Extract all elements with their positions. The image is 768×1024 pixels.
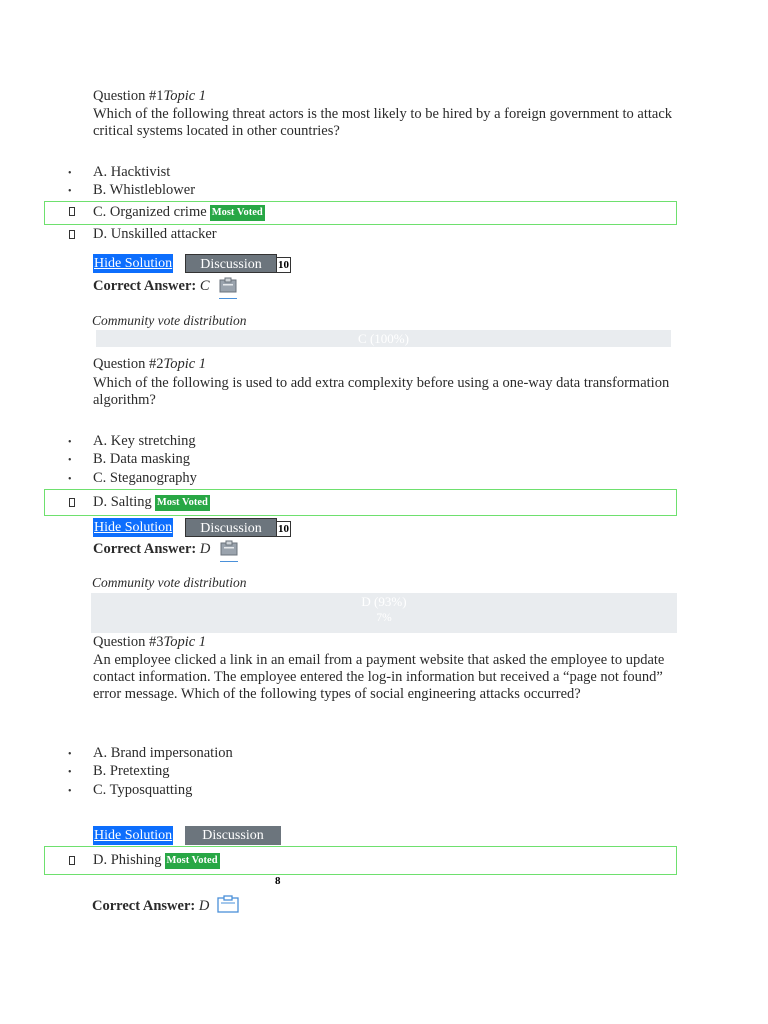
correct-answer-value: D — [199, 541, 211, 557]
most-voted-badge: Most Voted — [155, 495, 210, 511]
answer-option[interactable]: A. Brand impersonation — [93, 745, 233, 761]
answer-option[interactable]: A. Hacktivist — [93, 164, 171, 180]
question-text: An employee clicked a link in an email from a payment website that asked the employee to update contact information. The employee entered the log-in information but received a “page not found” error message. Which of the following types of social engineering attacks occurred? — [93, 652, 665, 702]
bullet: • — [68, 437, 72, 448]
answer-option[interactable]: B. Data masking — [93, 451, 191, 467]
question-header — [93, 88, 206, 105]
correct-answer-value: C — [199, 278, 210, 294]
question-number: Question #2 — [93, 356, 164, 372]
correct-answer-label: Correct Answer: — [93, 278, 197, 294]
most-voted-badge: Most Voted — [165, 853, 220, 869]
question-text: Which of the following threat actors is the most likely to be hired by a foreign government to attack critical systems located in other countries? — [93, 106, 673, 139]
correct-option-row[interactable] — [44, 846, 677, 875]
correct-option-row[interactable] — [44, 201, 677, 225]
checkbox-icon — [69, 856, 75, 865]
answer-option: D. Salting — [93, 494, 152, 510]
clipboard-icon[interactable] — [219, 277, 237, 299]
bullet: • — [68, 767, 72, 778]
answer-option: C. Organized crime — [93, 204, 207, 220]
correct-answer — [92, 895, 239, 918]
vote-bar-label: C (100%) — [358, 331, 409, 346]
vote-bar — [91, 593, 677, 633]
bullet: • — [68, 186, 72, 197]
question-number: Question #1 — [93, 88, 164, 104]
answer-option[interactable]: C. Typosquatting — [93, 782, 193, 798]
correct-answer — [93, 277, 237, 299]
checkbox-icon — [69, 230, 75, 239]
vote-bar-label: D (93%) — [361, 594, 407, 609]
clipboard-icon[interactable] — [220, 540, 238, 562]
discussion-button[interactable]: Discussion — [185, 518, 277, 537]
checkbox-icon — [69, 207, 75, 216]
correct-answer — [93, 540, 238, 562]
question-text: Which of the following is used to add extra complexity before using a one-way data transformation algorithm? — [93, 375, 670, 408]
vote-bar — [96, 330, 671, 347]
bullet: • — [68, 168, 72, 179]
bullet: • — [68, 786, 72, 797]
answer-option[interactable]: A. Key stretching — [93, 433, 196, 449]
discussion-count: 10 — [278, 523, 289, 535]
checkbox-icon — [69, 498, 75, 507]
answer-option: D. Phishing — [93, 852, 162, 868]
question-topic: Topic 1 — [163, 356, 207, 372]
answer-option[interactable]: B. Pretexting — [93, 763, 170, 779]
bullet: • — [68, 455, 72, 466]
correct-option-row[interactable] — [44, 489, 677, 516]
answer-option[interactable]: B. Whistleblower — [93, 182, 196, 198]
community-vote-label: Community vote distribution — [92, 575, 247, 590]
question-header — [93, 356, 206, 373]
correct-answer-label: Correct Answer: — [92, 898, 196, 914]
most-voted-badge: Most Voted — [210, 205, 265, 221]
correct-answer-value: D — [198, 898, 210, 914]
vote-bar-label: 7% — [376, 612, 392, 624]
bullet: • — [68, 474, 72, 485]
discussion-button[interactable]: Discussion — [185, 826, 281, 845]
question-topic: Topic 1 — [163, 88, 207, 104]
discussion-button[interactable]: Discussion — [185, 254, 277, 273]
question-topic: Topic 1 — [163, 634, 207, 650]
page-number: 8 — [275, 875, 281, 887]
bullet: • — [68, 749, 72, 760]
discussion-count: 10 — [278, 259, 289, 271]
hide-solution-button[interactable]: Hide Solution — [94, 520, 173, 535]
correct-answer-label: Correct Answer: — [93, 541, 197, 557]
hide-solution-button[interactable]: Hide Solution — [94, 256, 173, 271]
answer-option[interactable]: D. Unskilled attacker — [93, 226, 217, 242]
answer-option[interactable]: C. Steganography — [93, 470, 197, 486]
hide-solution-button[interactable]: Hide Solution — [94, 828, 173, 843]
question-number: Question #3 — [93, 634, 164, 650]
clipboard-icon[interactable] — [217, 895, 239, 918]
community-vote-label: Community vote distribution — [92, 313, 247, 328]
question-header — [93, 634, 206, 651]
